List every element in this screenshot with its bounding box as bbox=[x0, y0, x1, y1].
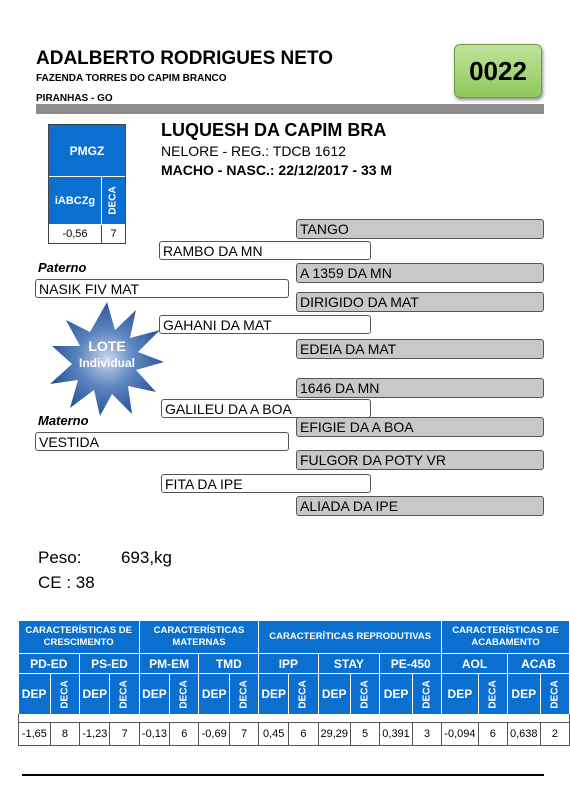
deca-value-aol: 6 bbox=[478, 723, 507, 746]
paternal-label: Paterno bbox=[38, 260, 87, 275]
lote-individual-badge bbox=[48, 300, 166, 418]
badge-line-1: LOTE bbox=[88, 338, 126, 354]
footer-divider bbox=[22, 774, 544, 776]
pedigree-dam-dam: FITA DA IPE bbox=[161, 474, 371, 493]
deca-value-ps-ed: 7 bbox=[110, 723, 139, 746]
pedigree-ddd: ALIADA DA IPE bbox=[296, 496, 544, 516]
iabczg-label: iABCZg bbox=[49, 177, 101, 224]
deca-value-pe-450: 3 bbox=[412, 723, 441, 746]
maternal-label: Materno bbox=[38, 413, 89, 428]
pedigree-sire-sire: RAMBO DA MN bbox=[159, 241, 371, 260]
animal-sex-birth: MACHO - NASC.: 22/12/2017 - 33 M bbox=[161, 162, 393, 178]
dep-value-tmd: -0,69 bbox=[199, 723, 229, 746]
pedigree-dam-sire: GALILEU DA A BOA bbox=[161, 399, 371, 418]
pedigree-dsd: EFIGIE DA A BOA bbox=[296, 417, 544, 437]
deca-header: DECA bbox=[50, 674, 79, 715]
dep-header: DEP bbox=[380, 674, 413, 715]
pedigree-dss: 1646 DA MN bbox=[296, 378, 544, 398]
traits-table bbox=[18, 621, 570, 746]
deca-value-ipp: 6 bbox=[289, 723, 318, 746]
dep-deca-header-row bbox=[19, 674, 570, 715]
dep-header: DEP bbox=[199, 674, 229, 715]
table-row bbox=[19, 723, 570, 746]
trait-acab: ACAB bbox=[507, 654, 569, 674]
pmgz-box bbox=[48, 124, 126, 244]
trait-tmd: TMD bbox=[199, 654, 259, 674]
deca-value-pd-ed: 8 bbox=[50, 723, 79, 746]
group-maternal: CARACTERÍSTICAS MATERNAS bbox=[139, 621, 258, 654]
deca-header: DECA bbox=[412, 674, 441, 715]
dep-header: DEP bbox=[19, 674, 51, 715]
iabczg-value: -0,56 bbox=[49, 225, 102, 243]
dep-header: DEP bbox=[507, 674, 540, 715]
dep-value-ps-ed: -1,23 bbox=[80, 723, 110, 746]
dep-value-ipp: 0,45 bbox=[259, 723, 289, 746]
deca-header: DECA bbox=[289, 674, 318, 715]
ce-label: CE : bbox=[38, 573, 72, 592]
deca-value-stay: 5 bbox=[350, 723, 379, 746]
pedigree-sire-dam: GAHANI DA MAT bbox=[159, 315, 371, 334]
trait-aol: AOL bbox=[442, 654, 508, 674]
trait-pd-ed: PD-ED bbox=[19, 654, 80, 674]
pedigree-sds: DIRIGIDO DA MAT bbox=[296, 292, 544, 312]
group-reproductive: CARACTERÍTICAS REPRODUTIVAS bbox=[259, 621, 442, 654]
pedigree-sire: NASIK FIV MAT bbox=[35, 279, 289, 298]
deca-header: DECA bbox=[350, 674, 379, 715]
city-name: PIRANHAS - GO bbox=[36, 93, 113, 104]
deca-value-acab: 2 bbox=[540, 723, 569, 746]
pedigree-sdd: EDEIA DA MAT bbox=[296, 339, 544, 359]
trait-pm-em: PM-EM bbox=[139, 654, 199, 674]
deca-header: DECA bbox=[229, 674, 258, 715]
deca-header: DECA bbox=[540, 674, 569, 715]
dep-value-acab: 0,638 bbox=[507, 723, 540, 746]
group-growth: CARACTERÍSTICAS DE CRESCIMENTO bbox=[19, 621, 140, 654]
weight-value: 693,kg bbox=[120, 548, 172, 567]
dep-header: DEP bbox=[80, 674, 110, 715]
pedigree-dds: FULGOR DA POTY VR bbox=[296, 450, 544, 470]
trait-pe-450: PE-450 bbox=[380, 654, 442, 674]
dep-value-pd-ed: -1,65 bbox=[19, 723, 51, 746]
deca-header: DECA bbox=[478, 674, 507, 715]
trait-stay: STAY bbox=[318, 654, 380, 674]
weight-label: Peso: bbox=[38, 548, 82, 567]
pedigree-sss: TANGO bbox=[296, 219, 544, 239]
weight-row bbox=[38, 548, 172, 568]
dep-header: DEP bbox=[139, 674, 169, 715]
dep-value-stay: 29,29 bbox=[318, 723, 350, 746]
trait-ipp: IPP bbox=[259, 654, 318, 674]
badge-line-2: Individual bbox=[78, 356, 135, 370]
table-spacer bbox=[19, 714, 570, 723]
owner-name: ADALBERTO RODRIGUES NETO bbox=[36, 48, 333, 69]
deca-header: DECA bbox=[110, 674, 139, 715]
dep-header: DEP bbox=[442, 674, 478, 715]
dep-value-pe-450: 0,391 bbox=[380, 723, 413, 746]
pedigree-dam: VESTIDA bbox=[35, 432, 289, 451]
animal-breed-registration: NELORE - REG.: TDCB 1612 bbox=[161, 143, 346, 159]
group-finishing: CARACTERÍSTICAS DE ACABAMENTO bbox=[442, 621, 570, 654]
deca-header: DECA bbox=[170, 674, 199, 715]
animal-name: LUQUESH DA CAPIM BRA bbox=[161, 120, 387, 140]
deca-value-pm-em: 6 bbox=[170, 723, 199, 746]
pmgz-deca-label: DECA bbox=[102, 177, 125, 224]
pmgz-deca-value: 7 bbox=[110, 228, 117, 240]
dep-value-aol: -0,094 bbox=[442, 723, 478, 746]
ce-row bbox=[38, 573, 95, 593]
lot-number-badge: 0022 bbox=[454, 44, 542, 98]
pmgz-title: PMGZ bbox=[49, 125, 125, 176]
farm-name: FAZENDA TORRES DO CAPIM BRANCO bbox=[36, 73, 227, 84]
pedigree-ssd: A 1359 DA MN bbox=[296, 263, 544, 283]
header-divider bbox=[36, 104, 544, 114]
trait-ps-ed: PS-ED bbox=[80, 654, 140, 674]
dep-header: DEP bbox=[318, 674, 350, 715]
ce-value: 38 bbox=[75, 573, 95, 592]
dep-header: DEP bbox=[259, 674, 289, 715]
dep-value-pm-em: -0,13 bbox=[139, 723, 169, 746]
deca-value-tmd: 7 bbox=[229, 723, 258, 746]
